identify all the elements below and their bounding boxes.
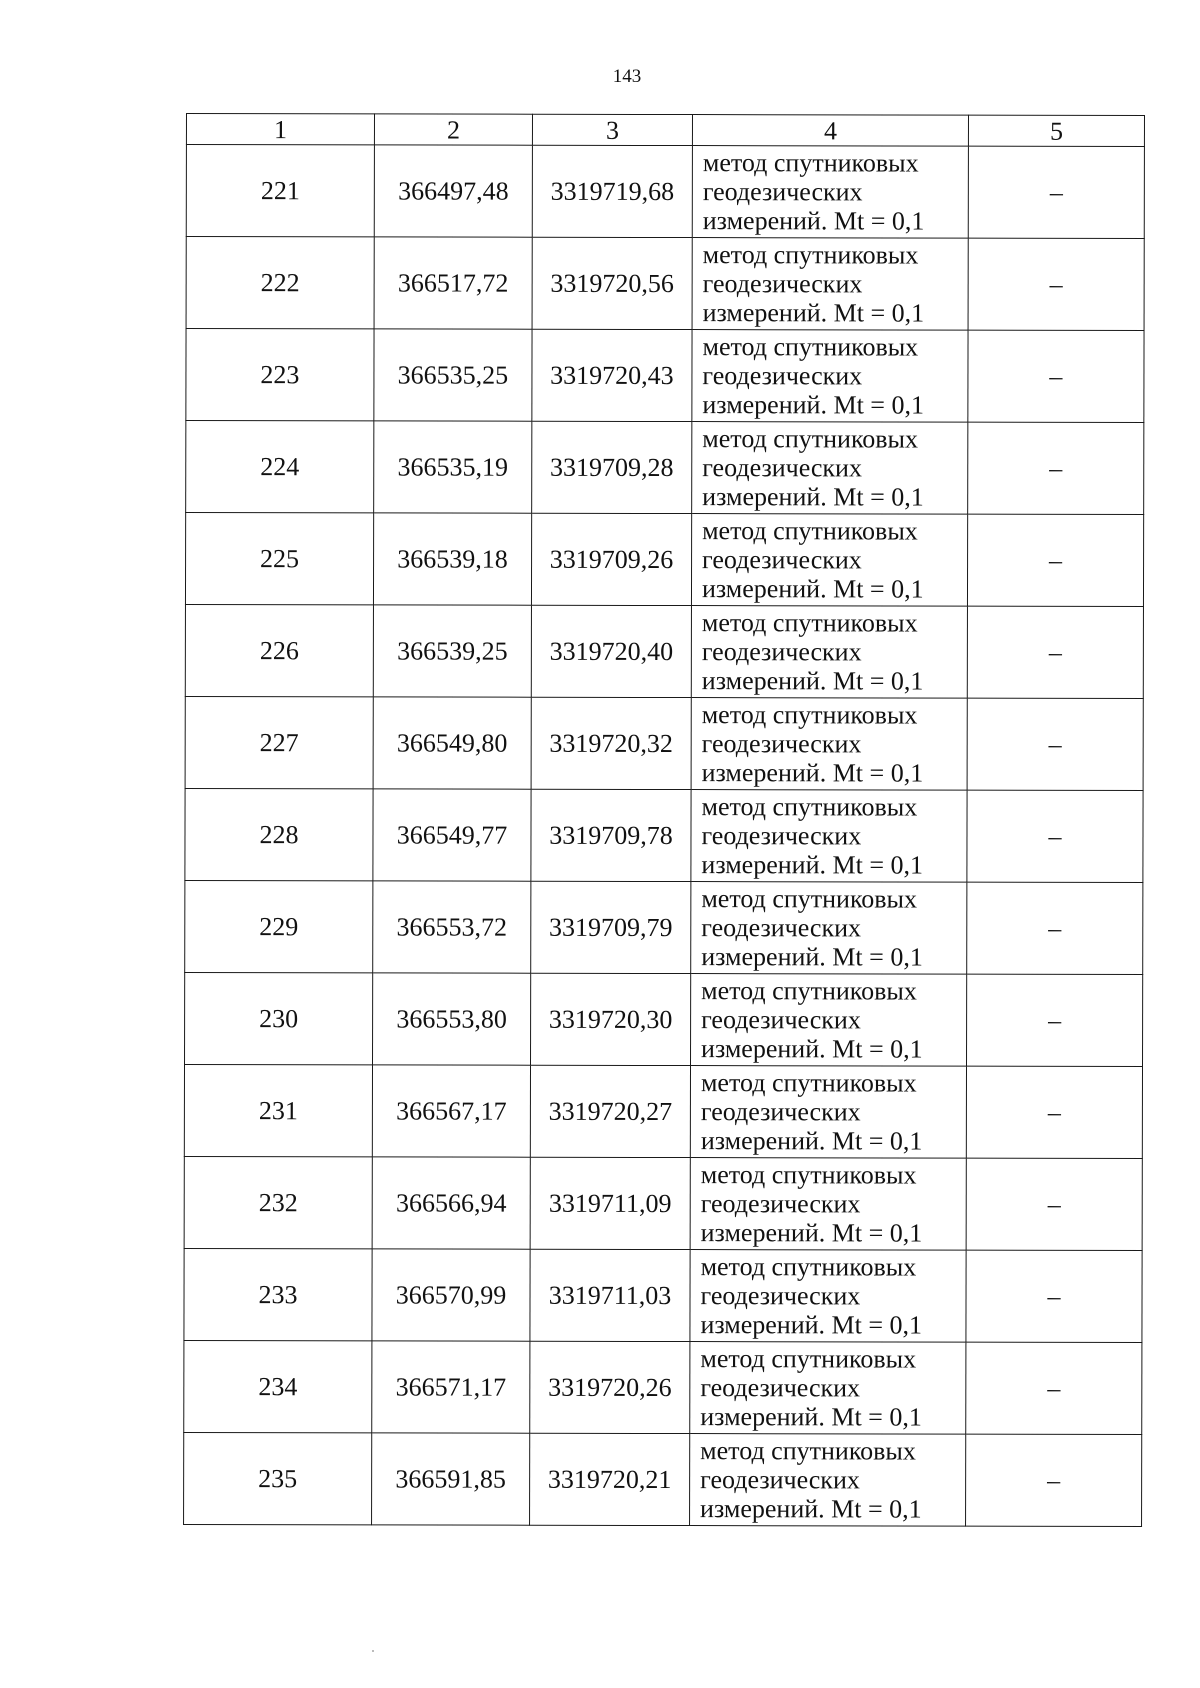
y-coordinate-cell: 3319709,28 [532, 421, 692, 513]
y-coordinate-cell: 3319720,32 [531, 697, 691, 789]
method-line: метод спутниковых [700, 1068, 917, 1098]
description-cell: – [967, 514, 1143, 606]
table-row [185, 880, 1143, 974]
x-coordinate-cell: 366553,80 [373, 973, 531, 1065]
y-coordinate-cell: 3319720,21 [530, 1433, 690, 1525]
point-number-cell: 222 [186, 237, 374, 329]
x-coordinate-cell: 366549,80 [373, 697, 531, 789]
method-line: метод спутниковых [701, 976, 917, 1006]
method-cell [690, 1342, 966, 1435]
method-line: метод спутниковых [701, 884, 918, 914]
method-line: геодезических [701, 729, 862, 759]
point-number-cell: 231 [184, 1064, 372, 1156]
method-line: геодезических [701, 1005, 861, 1035]
x-coordinate-cell: 366539,25 [373, 605, 531, 697]
table-row [185, 788, 1143, 882]
x-coordinate-cell: 366570,99 [372, 1249, 530, 1341]
method-line: измерений. Mt = 0,1 [701, 666, 924, 696]
method-line: метод спутниковых [702, 148, 919, 178]
method-cell [692, 330, 968, 423]
table-row [184, 1064, 1142, 1158]
table-row [184, 1156, 1142, 1250]
x-coordinate-cell: 366566,94 [372, 1157, 530, 1249]
table-row [184, 1248, 1142, 1342]
point-number-cell: 225 [185, 513, 373, 605]
method-line: метод спутниковых [702, 516, 918, 546]
method-line: измерений. Mt = 0,1 [700, 1402, 922, 1432]
point-number-cell: 234 [184, 1340, 372, 1432]
method-line: геодезических [702, 545, 862, 575]
point-number-cell: 223 [186, 329, 374, 421]
method-line: метод спутниковых [700, 1436, 916, 1466]
method-line: геодезических [700, 1281, 861, 1311]
method-cell [691, 882, 967, 975]
x-coordinate-cell: 366571,17 [372, 1341, 530, 1433]
method-line: метод спутниковых [700, 1160, 917, 1190]
method-line: геодезических [700, 1189, 861, 1219]
description-cell: – [968, 238, 1144, 330]
table-row [186, 237, 1144, 331]
x-coordinate-cell: 366497,48 [374, 145, 532, 237]
x-coordinate-cell: 366535,19 [374, 421, 532, 513]
description-cell: – [968, 146, 1144, 238]
method-cell [692, 422, 968, 515]
y-coordinate-cell: 3319709,26 [531, 513, 691, 605]
description-cell: – [966, 1250, 1142, 1342]
method-line: измерений. Mt = 0,1 [701, 574, 924, 604]
x-coordinate-cell: 366591,85 [372, 1433, 530, 1525]
method-line: измерений. Mt = 0,1 [701, 1034, 923, 1064]
method-line: геодезических [701, 821, 862, 851]
method-line: метод спутниковых [702, 424, 919, 454]
y-coordinate-cell: 3319711,03 [530, 1249, 690, 1341]
method-line: геодезических [700, 1097, 861, 1127]
method-line: измерений. Mt = 0,1 [701, 850, 924, 880]
table-row [186, 329, 1144, 423]
page-number: 143 [612, 66, 642, 87]
method-line: метод спутниковых [702, 240, 919, 270]
method-line: измерений. Mt = 0,1 [701, 942, 923, 972]
x-coordinate-cell: 366535,25 [374, 329, 532, 421]
x-coordinate-cell: 366567,17 [372, 1065, 530, 1157]
x-coordinate-cell: 366549,77 [373, 789, 531, 881]
method-line: метод спутниковых [700, 1344, 917, 1374]
table-row [185, 696, 1143, 790]
method-cell [691, 790, 967, 883]
description-cell: – [967, 606, 1143, 698]
table-row [185, 513, 1143, 607]
method-line: геодезических [702, 269, 863, 299]
description-cell: – [967, 882, 1143, 974]
description-cell: – [967, 974, 1143, 1066]
point-number-cell: 221 [186, 145, 374, 237]
x-coordinate-cell: 366553,72 [373, 881, 531, 973]
y-coordinate-cell: 3319711,09 [530, 1157, 690, 1249]
point-number-cell: 235 [184, 1432, 372, 1524]
point-number-cell: 233 [184, 1248, 372, 1340]
y-coordinate-cell: 3319709,78 [531, 789, 691, 881]
table-row [186, 145, 1144, 239]
description-cell: – [966, 1158, 1142, 1250]
header-cell: 4 [692, 115, 968, 147]
method-line: геодезических [702, 453, 863, 483]
table-row [185, 972, 1143, 1066]
x-coordinate-cell: 366517,72 [374, 237, 532, 329]
y-coordinate-cell: 3319720,40 [531, 605, 691, 697]
method-cell [691, 514, 967, 607]
scan-artifact [372, 1650, 374, 1652]
method-line: геодезических [700, 1465, 860, 1495]
method-cell [691, 698, 967, 791]
method-line: геодезических [702, 361, 863, 391]
method-cell [691, 974, 967, 1067]
y-coordinate-cell: 3319720,26 [530, 1341, 690, 1433]
table-body [184, 145, 1145, 1527]
method-cell [690, 1158, 966, 1251]
method-line: метод спутниковых [702, 332, 919, 362]
y-coordinate-cell: 3319720,43 [532, 329, 692, 421]
y-coordinate-cell: 3319720,56 [532, 237, 692, 329]
x-coordinate-cell: 366539,18 [373, 513, 531, 605]
method-line: геодезических [702, 177, 863, 207]
method-cell [690, 1066, 966, 1159]
point-number-cell: 227 [185, 696, 373, 788]
method-cell [691, 606, 967, 699]
description-cell: – [966, 1434, 1142, 1526]
y-coordinate-cell: 3319709,79 [531, 881, 691, 973]
method-cell [690, 1250, 966, 1343]
point-number-cell: 224 [186, 421, 374, 513]
method-line: измерений. Mt = 0,1 [700, 1126, 923, 1156]
method-line: метод спутниковых [701, 792, 918, 822]
method-cell [692, 238, 968, 331]
header-cell: 2 [374, 114, 532, 145]
header-cell: 1 [186, 114, 374, 145]
table-row [186, 421, 1144, 515]
method-line: метод спутниковых [701, 608, 918, 638]
method-line: метод спутниковых [701, 700, 918, 730]
coordinates-table [183, 113, 1145, 1527]
method-line: геодезических [701, 637, 862, 667]
method-line: измерений. Mt = 0,1 [702, 482, 924, 512]
description-cell: – [967, 790, 1143, 882]
description-cell: – [968, 330, 1144, 422]
y-coordinate-cell: 3319720,27 [530, 1065, 690, 1157]
header-cell: 5 [968, 115, 1144, 146]
table-row [184, 1340, 1142, 1434]
y-coordinate-cell: 3319719,68 [532, 145, 692, 237]
description-cell: – [967, 698, 1143, 790]
description-cell: – [966, 1342, 1142, 1434]
point-number-cell: 230 [185, 972, 373, 1064]
point-number-cell: 226 [185, 604, 373, 696]
method-line: измерений. Mt = 0,1 [702, 390, 925, 420]
method-line: метод спутниковых [700, 1252, 917, 1282]
method-line: измерений. Mt = 0,1 [700, 1494, 922, 1524]
description-cell: – [966, 1066, 1142, 1158]
y-coordinate-cell: 3319720,30 [531, 973, 691, 1065]
method-line: измерений. Mt = 0,1 [702, 298, 925, 328]
method-line: измерений. Mt = 0,1 [701, 758, 924, 788]
method-line: геодезических [700, 1373, 861, 1403]
point-number-cell: 229 [185, 880, 373, 972]
point-number-cell: 232 [184, 1156, 372, 1248]
method-line: измерений. Mt = 0,1 [702, 206, 925, 236]
method-cell [692, 146, 968, 239]
method-line: геодезических [701, 913, 862, 943]
method-line: измерений. Mt = 0,1 [700, 1310, 923, 1340]
method-line: измерений. Mt = 0,1 [700, 1218, 923, 1248]
method-cell [690, 1434, 966, 1527]
header-cell: 3 [532, 114, 692, 145]
description-cell: – [968, 422, 1144, 514]
header-row [186, 114, 1144, 147]
table-row [184, 1432, 1142, 1526]
point-number-cell: 228 [185, 788, 373, 880]
table-row [185, 604, 1143, 698]
